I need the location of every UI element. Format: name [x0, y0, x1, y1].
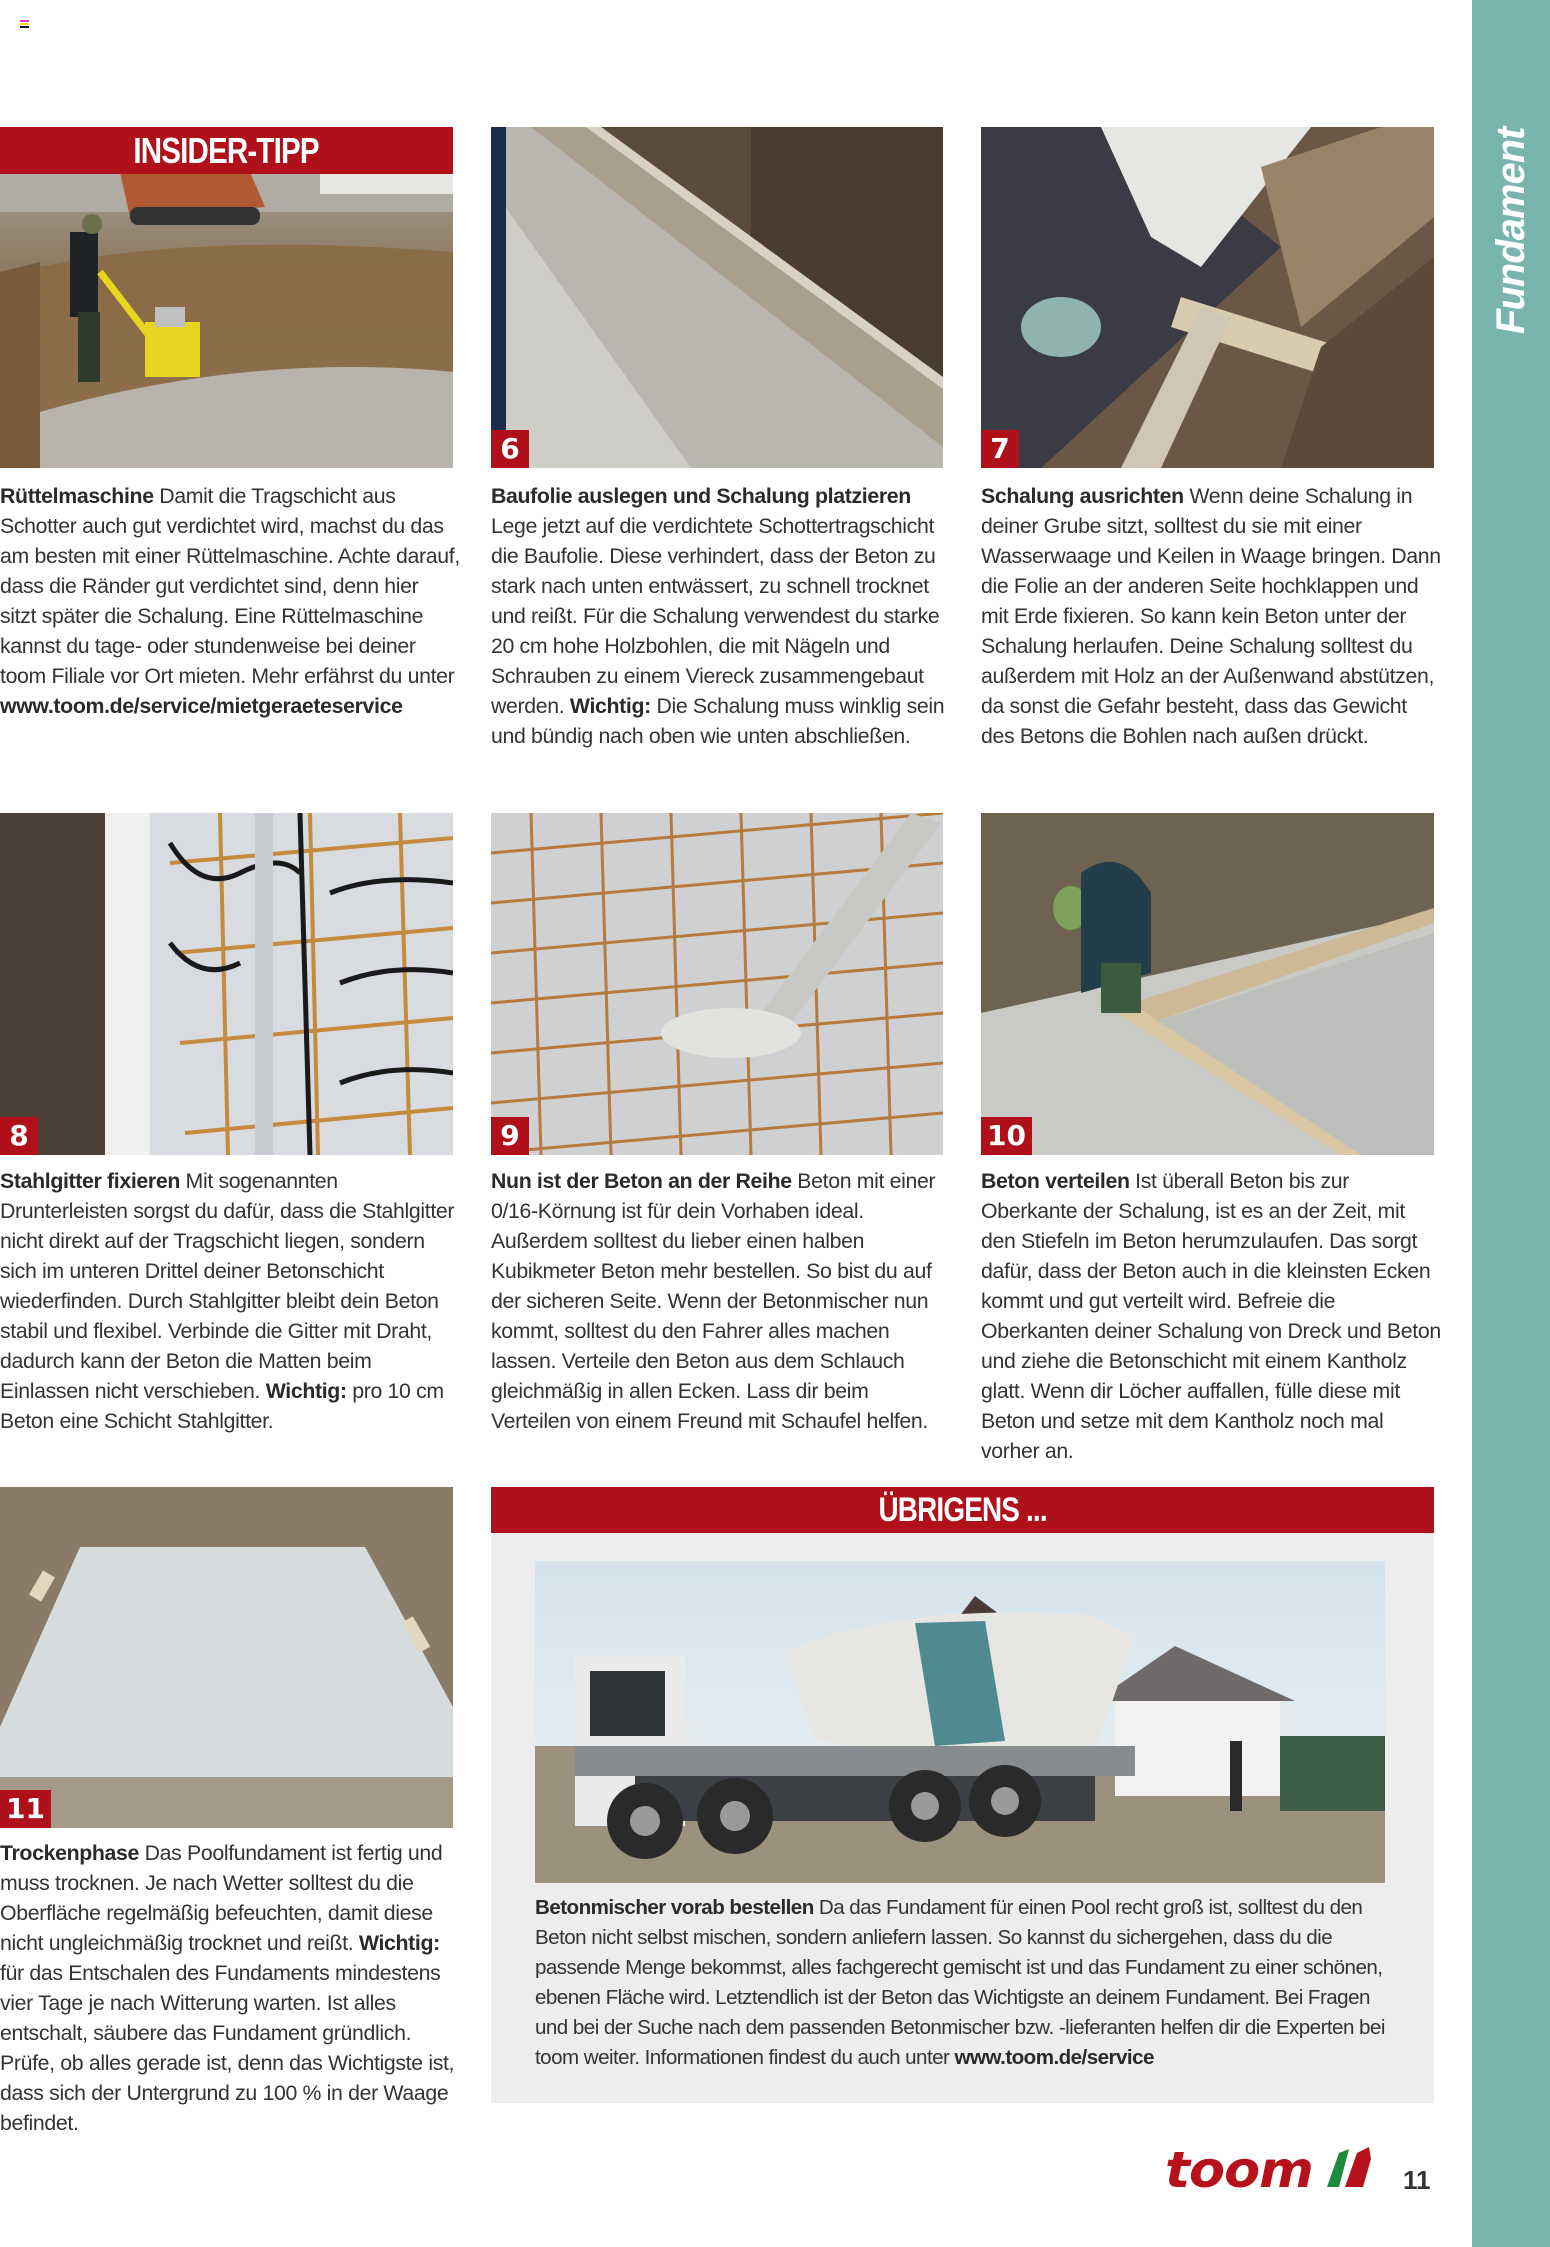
step-9-heading: Nun ist der Beton an der Reihe — [491, 1169, 792, 1193]
insider-tip-heading: Rüttelmaschine — [0, 484, 154, 508]
toom-service-link[interactable]: www.toom.de/service — [954, 2046, 1154, 2069]
step-6-heading: Baufolie auslegen und Schalung platzieren — [491, 484, 911, 508]
step-8-text — [0, 1166, 460, 1436]
step-6-text — [491, 481, 951, 751]
step-number-badge: 6 — [491, 430, 529, 468]
uebrigens-title: ÜBRIGENS ... — [878, 1491, 1047, 1529]
section-tab-label — [1476, 122, 1546, 338]
step-number-badge: 10 — [981, 1117, 1032, 1155]
uebrigens-body: Da das Fundament für einen Pool recht groß ist, solltest du den Beton nicht selbst mischen, sondern anliefern lassen. So kannst du sichergehen, dass du die passende Menge bekommst, alles fachgerecht gemischt ist und das Fundament zu einer schönen, ebenen Fläche wird. Letztendlich ist der Beton das Wichtigste an deinem Fundament. Bei Fragen und bei der Suche nach dem passenden Betonmischer bzw. -lieferanten helfen dir die Experten bei toom weiter. Informationen findest du auch unter — [535, 1896, 1385, 2069]
step-10-body: Ist überall Beton bis zur Oberkante der Schalung, ist es an der Zeit, mit den Stiefeln im Beton herumzulaufen. Das sorgt dafür, dass der Beton auch in die kleinsten Ecken kommt und gut verteilt wird. Befreie die Oberkanten deiner Schalung von Dreck und Beton und ziehe die Betonschicht mit einem Kantholz glatt. Wenn dir Löcher auffallen, fülle diese mit Beton und setze mit dem Kantholz noch mal vorher an. — [981, 1169, 1441, 1463]
photo-step-6 — [491, 127, 943, 468]
section-title: Fundament — [1488, 122, 1533, 338]
step-number-badge: 7 — [981, 430, 1019, 468]
section-side-tab — [1472, 0, 1550, 2247]
step-8-body-2: pro 10 cm Beton eine Schicht Stahlgitter. — [0, 1379, 444, 1433]
step-10-heading: Beton verteilen — [981, 1169, 1130, 1193]
beton-schlauch-photo-illustration — [491, 813, 943, 1155]
vibrating-plate-photo-illustration — [0, 172, 453, 468]
step-9-text — [491, 1166, 951, 1436]
toom-roof-icon — [1325, 2147, 1373, 2187]
toom-logo-wordmark: toom — [1165, 2141, 1313, 2199]
important-label: Wichtig: — [358, 1931, 440, 1955]
step-7-text — [981, 481, 1443, 751]
uebrigens-banner — [491, 1487, 1434, 1533]
stahlgitter-photo-illustration — [0, 813, 453, 1155]
step-9-body: Beton mit einer 0/16-Körnung ist für dein Vorhaben ideal. Außerdem solltest du lieber einen halben Kubikmeter Beton mehr bestellen. So bist du auf der sicheren Seite. Wenn der Betonmischer nun kommt, solltest du den Fahrer alles machen lassen. Verteile den Beton aus dem Schlauch gleichmäßig in allen Ecken. Lass dir beim Verteilen von einem Freund mit Schaufel helfen. — [491, 1169, 936, 1433]
baufolie-photo-illustration — [491, 127, 943, 468]
step-11-text — [0, 1838, 460, 2138]
uebrigens-text — [535, 1893, 1395, 2073]
step-7-body: Wenn deine Schalung in deiner Grube sitzt, solltest du sie mit einer Wasserwaage und Keilen in Waage bringen. Dann die Folie an der anderen Seite hochklappen und mit Erde fixieren. So kann kein Beton unter der Schalung herlaufen. Deine Schalung solltest du außerdem mit Holz an der Außenwand abstützen, da sonst die Gefahr besteht, dass das Gewicht des Betons die Bohlen nach außen drückt. — [981, 484, 1441, 748]
photo-step-9 — [491, 813, 943, 1155]
uebrigens-heading: Betonmischer vorab bestellen — [535, 1896, 814, 1919]
step-7-heading: Schalung ausrichten — [981, 484, 1184, 508]
step-10-text — [981, 1166, 1443, 1466]
step-11-body: Das Poolfundament ist fertig und muss trocknen. Je nach Wetter solltest du die Oberfläche regelmäßig befeuchten, damit diese nicht ungleichmäßig trocknet und reißt. — [0, 1841, 443, 1955]
step-number-badge: 8 — [0, 1117, 38, 1155]
photo-rüttelmaschine — [0, 172, 453, 468]
page-number: 11 — [1403, 2165, 1431, 2195]
print-color-mark — [20, 20, 29, 28]
step-11-heading: Trockenphase — [0, 1841, 140, 1865]
fertiges-fundament-photo-illustration — [0, 1487, 453, 1828]
mietgeraeteservice-link[interactable]: www.toom.de/service/mietgeraeteservice — [0, 694, 403, 718]
step-8-heading: Stahlgitter fixieren — [0, 1169, 180, 1193]
photo-step-8 — [0, 813, 453, 1155]
insider-tip-title: INSIDER-TIPP — [133, 130, 320, 171]
step-number-badge: 9 — [491, 1117, 529, 1155]
step-number-badge: 11 — [0, 1790, 51, 1828]
beton-verteilen-photo-illustration — [981, 813, 1434, 1155]
photo-betonmischer — [535, 1561, 1385, 1883]
insider-tip-banner — [0, 127, 453, 174]
step-8-body: Mit sogenannten Drunterleisten sorgst du dafür, dass die Stahlgitter nicht direkt auf der Tragschicht liegen, sondern sich im unteren Drittel deiner Betonschicht wiederfinden. Durch Stahlgitter bleibt dein Beton stabil und flexibel. Verbinde die Gitter mit Draht, dadurch kann der Beton die Matten beim Einlassen nicht verschieben. — [0, 1169, 455, 1403]
photo-step-11 — [0, 1487, 453, 1828]
photo-step-7 — [981, 127, 1434, 468]
insider-tip-body: Damit die Tragschicht aus Schotter auch gut verdichtet wird, machst du das am besten mit einer Rüttelmaschine. Achte darauf, dass die Ränder gut verdichtet sind, denn hier sitzt später die Schalung. Eine Rüttelmaschine kannst du tage- oder stundenweise bei deiner toom Filiale vor Ort mieten. Mehr erfährst du unter — [0, 484, 460, 688]
concrete-mixer-truck-illustration — [535, 1561, 1385, 1883]
important-label: Wichtig: — [569, 694, 651, 718]
step-6-body: Lege jetzt auf die verdichtete Schottertragschicht die Baufolie. Diese verhindert, dass der Beton zu stark nach unten entwässert, zu schnell trocknet und reißt. Für die Schalung verwendest du starke 20 cm hohe Holzbohlen, die mit Nägeln und Schrauben zu einem Viereck zusammengebaut werden. — [491, 514, 940, 718]
important-label: Wichtig: — [265, 1379, 347, 1403]
step-6-body-2: Die Schalung muss winklig sein und bündig nach oben wie unten abschließen. — [491, 694, 945, 748]
toom-logo[interactable] — [1165, 2141, 1380, 2199]
schalung-ausrichten-photo-illustration — [981, 127, 1434, 468]
insider-tip-text — [0, 481, 460, 721]
photo-step-10 — [981, 813, 1434, 1155]
step-11-body-2: für das Entschalen des Fundaments mindestens vier Tage je nach Witterung warten. Ist alles entschalt, säubere das Fundament gründlich. Prüfe, ob alles gerade ist, denn das Wichtigste ist, dass sich der Untergrund zu 100 % in der Waage befindet. — [0, 1961, 455, 2135]
